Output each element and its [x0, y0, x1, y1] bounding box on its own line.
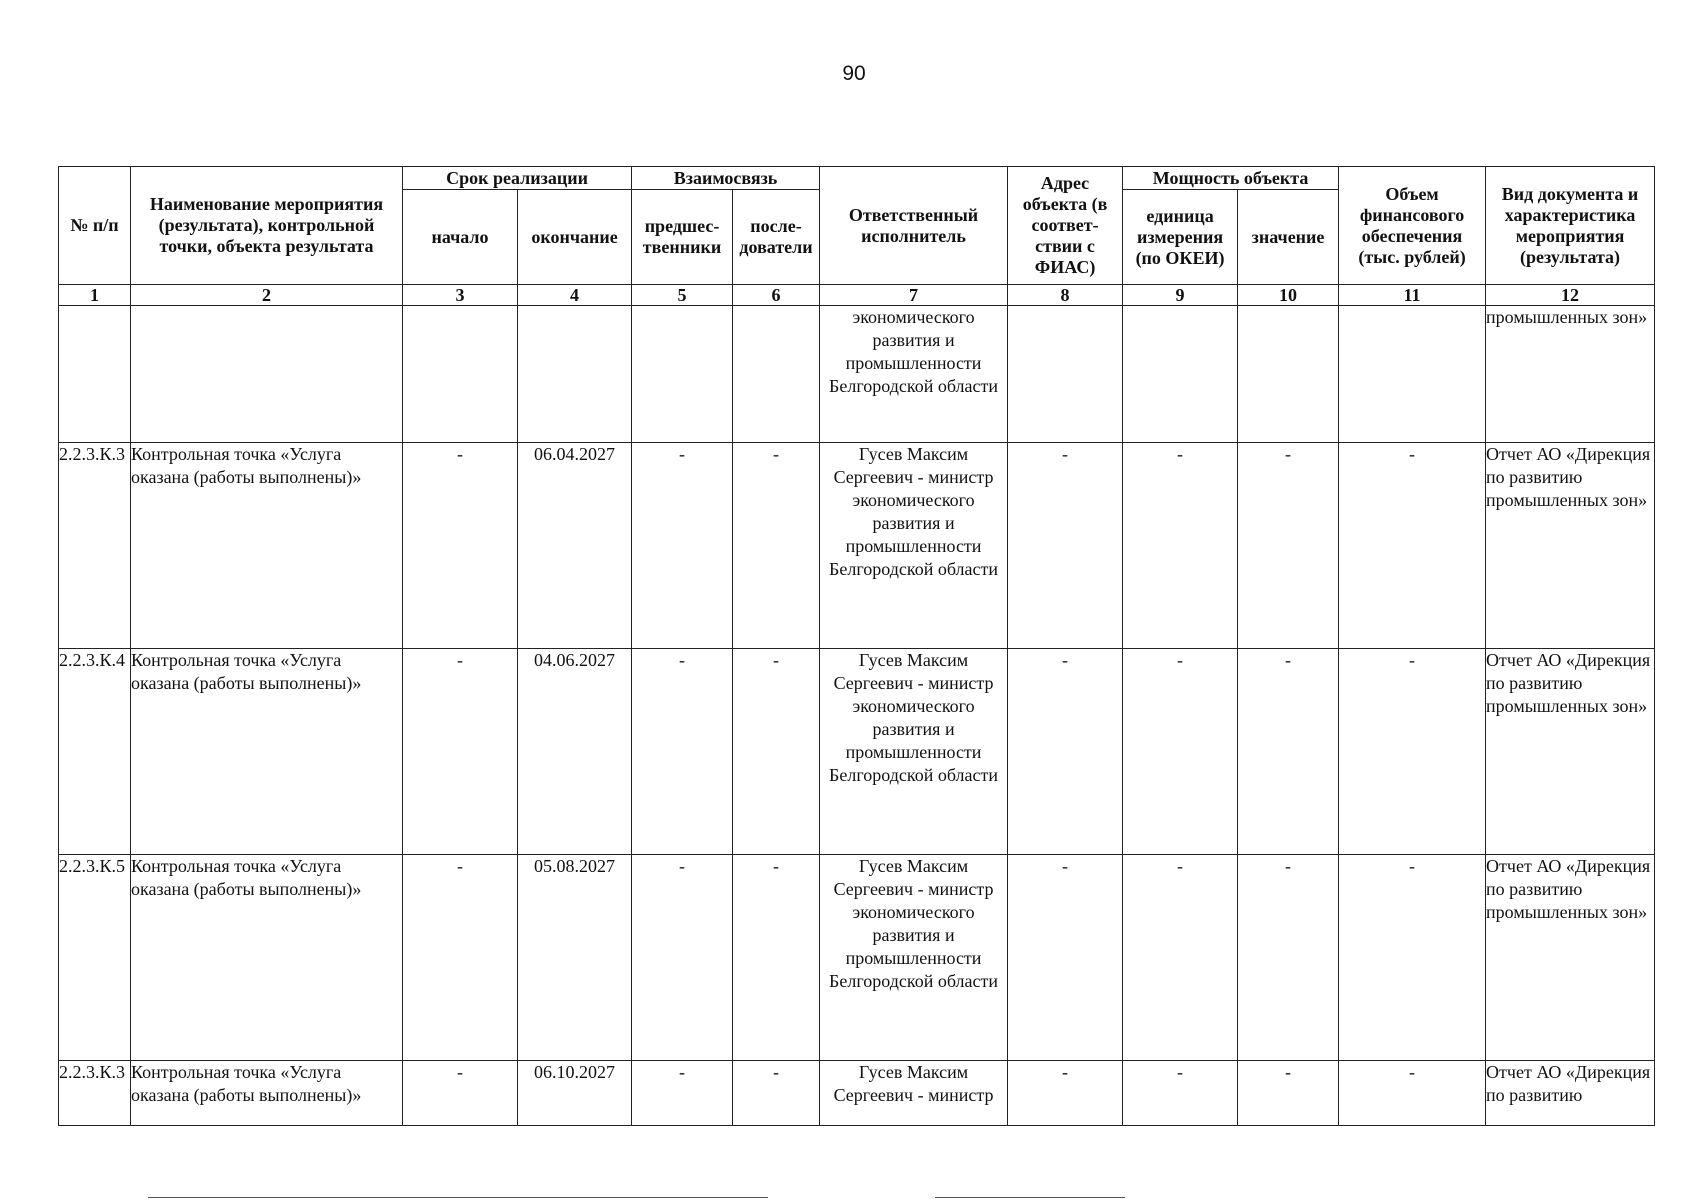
header-name: Наименование мероприятия (результата), контрольной точки, объекта результата — [131, 167, 403, 285]
cell-number: 2.2.3.К.4 — [59, 649, 131, 855]
cell-executor: экономического развития и промышленности Белгородской области — [820, 306, 1008, 443]
cell-end — [518, 306, 632, 443]
cell-address — [1008, 306, 1123, 443]
header-term: Срок реализации — [403, 167, 632, 190]
cell-name — [131, 306, 403, 443]
header-cap-unit: единица измерения (по ОКЕИ) — [1123, 190, 1238, 285]
cell-start — [403, 306, 518, 443]
cell-number: 2.2.3.К.3 — [59, 443, 131, 649]
col-number: 2 — [131, 285, 403, 306]
cell-document: Отчет АО «Дирекция по развитию промышленных зон» — [1486, 649, 1655, 855]
cell-finance: - — [1339, 443, 1486, 649]
cell-address: - — [1008, 443, 1123, 649]
cell-unit — [1123, 306, 1238, 443]
cell-prev: - — [632, 1061, 733, 1126]
cell-end: 05.08.2027 — [518, 855, 632, 1061]
table-row — [59, 1061, 1655, 1126]
cell-name: Контрольная точка «Услуга оказана (работы выполнены)» — [131, 649, 403, 855]
cell-number: 2.2.3.К.5 — [59, 855, 131, 1061]
scan-edge-line — [935, 1197, 1125, 1198]
col-number: 8 — [1008, 285, 1123, 306]
cell-prev: - — [632, 855, 733, 1061]
cell-next: - — [733, 855, 820, 1061]
cell-unit: - — [1123, 1061, 1238, 1126]
cell-prev: - — [632, 649, 733, 855]
cell-document: Отчет АО «Дирекция по развитию промышленных зон» — [1486, 443, 1655, 649]
col-number: 3 — [403, 285, 518, 306]
table-row-continuation — [59, 306, 1655, 443]
cell-executor: Гусев Максим Сергеевич - министр — [820, 1061, 1008, 1126]
col-number: 12 — [1486, 285, 1655, 306]
header-cap-value: значение — [1238, 190, 1339, 285]
cell-prev: - — [632, 443, 733, 649]
header-finance: Объем финансового обеспечения (тыс. рублей) — [1339, 167, 1486, 285]
col-number: 10 — [1238, 285, 1339, 306]
cell-end: 04.06.2027 — [518, 649, 632, 855]
cell-start: - — [403, 855, 518, 1061]
col-number: 1 — [59, 285, 131, 306]
cell-value: - — [1238, 855, 1339, 1061]
activities-table — [58, 166, 1655, 1126]
cell-start: - — [403, 1061, 518, 1126]
cell-start: - — [403, 649, 518, 855]
col-number: 11 — [1339, 285, 1486, 306]
cell-document: промышленных зон» — [1486, 306, 1655, 443]
cell-end: 06.04.2027 — [518, 443, 632, 649]
cell-number: 2.2.3.К.3 — [59, 1061, 131, 1126]
cell-value: - — [1238, 443, 1339, 649]
cell-name: Контрольная точка «Услуга оказана (работы выполнены)» — [131, 1061, 403, 1126]
header-capacity: Мощность объекта — [1123, 167, 1339, 190]
header-address: Адрес объекта (в соответ-ствии с ФИАС) — [1008, 167, 1123, 285]
cell-prev — [632, 306, 733, 443]
cell-start: - — [403, 443, 518, 649]
cell-number — [59, 306, 131, 443]
cell-unit: - — [1123, 443, 1238, 649]
cell-address: - — [1008, 1061, 1123, 1126]
cell-finance — [1339, 306, 1486, 443]
page-number: 90 — [842, 62, 866, 85]
col-number: 9 — [1123, 285, 1238, 306]
header-executor: Ответственный исполнитель — [820, 167, 1008, 285]
cell-unit: - — [1123, 855, 1238, 1061]
header-document: Вид документа и характеристика мероприятия (результата) — [1486, 167, 1655, 285]
scan-edge-line — [148, 1197, 768, 1198]
col-number: 7 — [820, 285, 1008, 306]
header-link-next: после-дователи — [733, 190, 820, 285]
cell-address: - — [1008, 649, 1123, 855]
cell-end: 06.10.2027 — [518, 1061, 632, 1126]
cell-document: Отчет АО «Дирекция по развитию промышленных зон» — [1486, 855, 1655, 1061]
cell-next — [733, 306, 820, 443]
cell-next: - — [733, 443, 820, 649]
cell-name: Контрольная точка «Услуга оказана (работы выполнены)» — [131, 443, 403, 649]
table-row — [59, 855, 1655, 1061]
header-term-end: окончание — [518, 190, 632, 285]
cell-unit: - — [1123, 649, 1238, 855]
cell-value: - — [1238, 649, 1339, 855]
header-link-prev: предшес-твенники — [632, 190, 733, 285]
cell-value: - — [1238, 1061, 1339, 1126]
header-term-start: начало — [403, 190, 518, 285]
cell-finance: - — [1339, 649, 1486, 855]
cell-address: - — [1008, 855, 1123, 1061]
cell-next: - — [733, 649, 820, 855]
table-row — [59, 443, 1655, 649]
header-link: Взаимосвязь — [632, 167, 820, 190]
cell-value — [1238, 306, 1339, 443]
cell-finance: - — [1339, 1061, 1486, 1126]
cell-executor: Гусев Максим Сергеевич - министр экономического развития и промышленности Белгородской области — [820, 649, 1008, 855]
col-number: 6 — [733, 285, 820, 306]
cell-name: Контрольная точка «Услуга оказана (работы выполнены)» — [131, 855, 403, 1061]
col-number: 5 — [632, 285, 733, 306]
cell-finance: - — [1339, 855, 1486, 1061]
col-number: 4 — [518, 285, 632, 306]
cell-document: Отчет АО «Дирекция по развитию — [1486, 1061, 1655, 1126]
cell-executor: Гусев Максим Сергеевич - министр экономического развития и промышленности Белгородской области — [820, 855, 1008, 1061]
cell-executor: Гусев Максим Сергеевич - министр экономического развития и промышленности Белгородской области — [820, 443, 1008, 649]
cell-next: - — [733, 1061, 820, 1126]
header-number: № п/п — [59, 167, 131, 285]
table-row — [59, 649, 1655, 855]
